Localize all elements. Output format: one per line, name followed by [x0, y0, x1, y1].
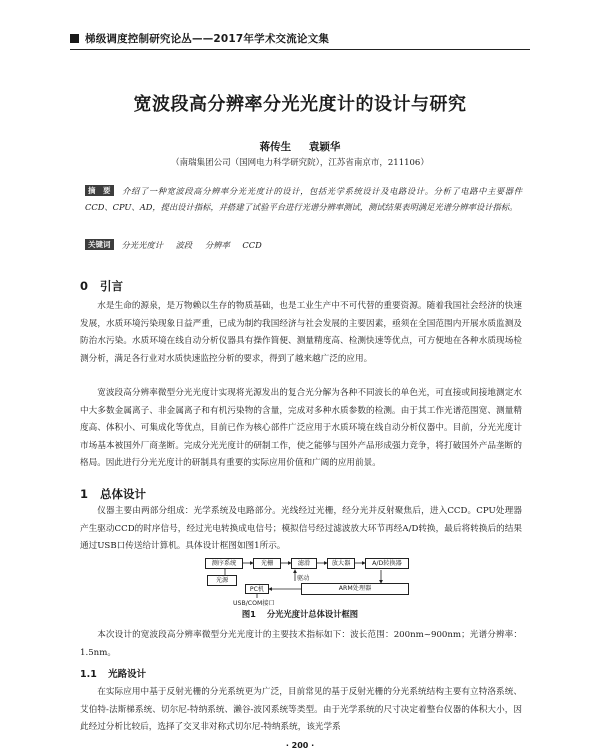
keywords-tag: 关键词	[85, 239, 114, 250]
box-light-source: 光源	[207, 575, 237, 586]
abstract-text: 介绍了一种宽波段高分辨率分光光度计的设计，包括光学系统设计及电路设计。分析了电路中主要器件CCD、CPU、AD，提出设计指标，并搭建了试验平台进行光谱分辨率测试，测试结果表明满足光谱分辨率设计指标。	[85, 186, 522, 212]
section-heading-overall: 1 总体设计	[80, 487, 147, 501]
box-measured-system: 测序系统	[205, 558, 243, 569]
label-drive: 驱动	[297, 575, 310, 582]
spec-paragraph: 本次设计的宽波段高分辨率微型分光光度计的主要技术指标如下：波长范围：200nm~900nm；光谱分辨率：1.5nm。	[80, 630, 522, 658]
abstract	[85, 183, 522, 215]
header-rule	[70, 49, 530, 50]
box-amplifier: 放大器	[327, 558, 355, 569]
page-number: · 200 ·	[285, 741, 315, 750]
abstract-tag: 摘 要	[85, 185, 114, 196]
running-head	[70, 31, 530, 47]
running-head-text: 梯级调度控制研究论丛——2017年学术交流论文集	[85, 33, 330, 45]
paper-authors: 蒋传生 袁颖华	[259, 141, 341, 153]
intro-paragraph-1: 水是生命的源泉，是万物赖以生存的物质基础，也是工业生产中不可代替的重要资源。随着我国社会经济的快速发展，水质环境污染现象日益严重，已成为制约我国经济与社会发展的主要因素，亟须在全国范围内开展水质监测及防治水污染。水质环境在线自动分析仪器具有操作简便、测量精度高、检测快速等优点，可方便地在各种水质现场检测分析，满足各行业对水质快速监控分析的要求，得到了越来越广泛的应用。	[80, 301, 522, 364]
square-bullet-icon	[70, 34, 79, 43]
paper-affiliation: （南瑞集团公司（国网电力科学研究院），江苏省南京市，211106）	[171, 158, 429, 168]
section-heading-intro: 0 引言	[80, 279, 124, 293]
box-slit: 光栅	[253, 558, 281, 569]
figure-caption: 图1 分光光度计总体设计框图	[241, 609, 359, 619]
box-arm-processor: ARM处理器	[301, 583, 409, 595]
section-heading-optics: 1.1 光路设计	[80, 669, 147, 680]
label-usb-interface: USB/COM接口	[233, 600, 275, 607]
paper-title: 宽波段高分辨率分光光度计的设计与研究	[133, 94, 467, 115]
box-pc: PC机	[245, 584, 269, 594]
overall-paragraph-1: 仪器主要由两部分组成：光学系统及电路部分。光线经过光栅，经分光并反射聚焦后，进入CCD。CPU处理器产生驱动CCD的时序信号，经过光电转换成电信号；模拟信号经过滤波放大环节再经A/D转换，最后将转换后的结果通过USB口传送给计算机。具体设计框图如图1所示。	[80, 506, 522, 552]
optics-paragraph-1: 在实际应用中基于反射光栅的分光系统更为广泛，目前常见的基于反射光栅的分光系统结构主要有立特洛系统、艾伯特-法斯梯系统、切尔尼-特纳系统、濑谷-波冈系统等类型。由于光学系统的尺寸决定着整台仪器的体积大小，因此经过分析比较后，选择了交叉非对称式切尔尼-特纳系统，该光学系	[80, 687, 522, 733]
box-filter: 滤滑	[291, 558, 317, 569]
keywords	[85, 237, 522, 253]
keywords-text: 分光光度计 波段 分辨率 CCD	[121, 240, 262, 250]
intro-paragraph-2: 宽波段高分辨率微型分光光度计实现将光源发出的复合光分解为各种不同波长的单色光，可直接或间接地测定水中大多数金属离子、非金属离子和有机污染物的含量，完成对多种水质参数的检测。由于其工作光谱范围宽、测量精度高、体积小、可集成化等优点，目前已作为核心部件广泛应用于水质环境在线自动分析仪器中。目前，分光光度计市场基本被国外厂商垄断。完成分光光度计的研制工作，使之能够与国外产品形成强力竞争，将打破国外产品垄断的格局。因此进行分光光度计的研制具有重要的实际应用价值和广阔的应用前景。	[80, 388, 522, 469]
block-diagram	[205, 557, 410, 607]
box-adc: A/D转换器	[365, 558, 409, 569]
